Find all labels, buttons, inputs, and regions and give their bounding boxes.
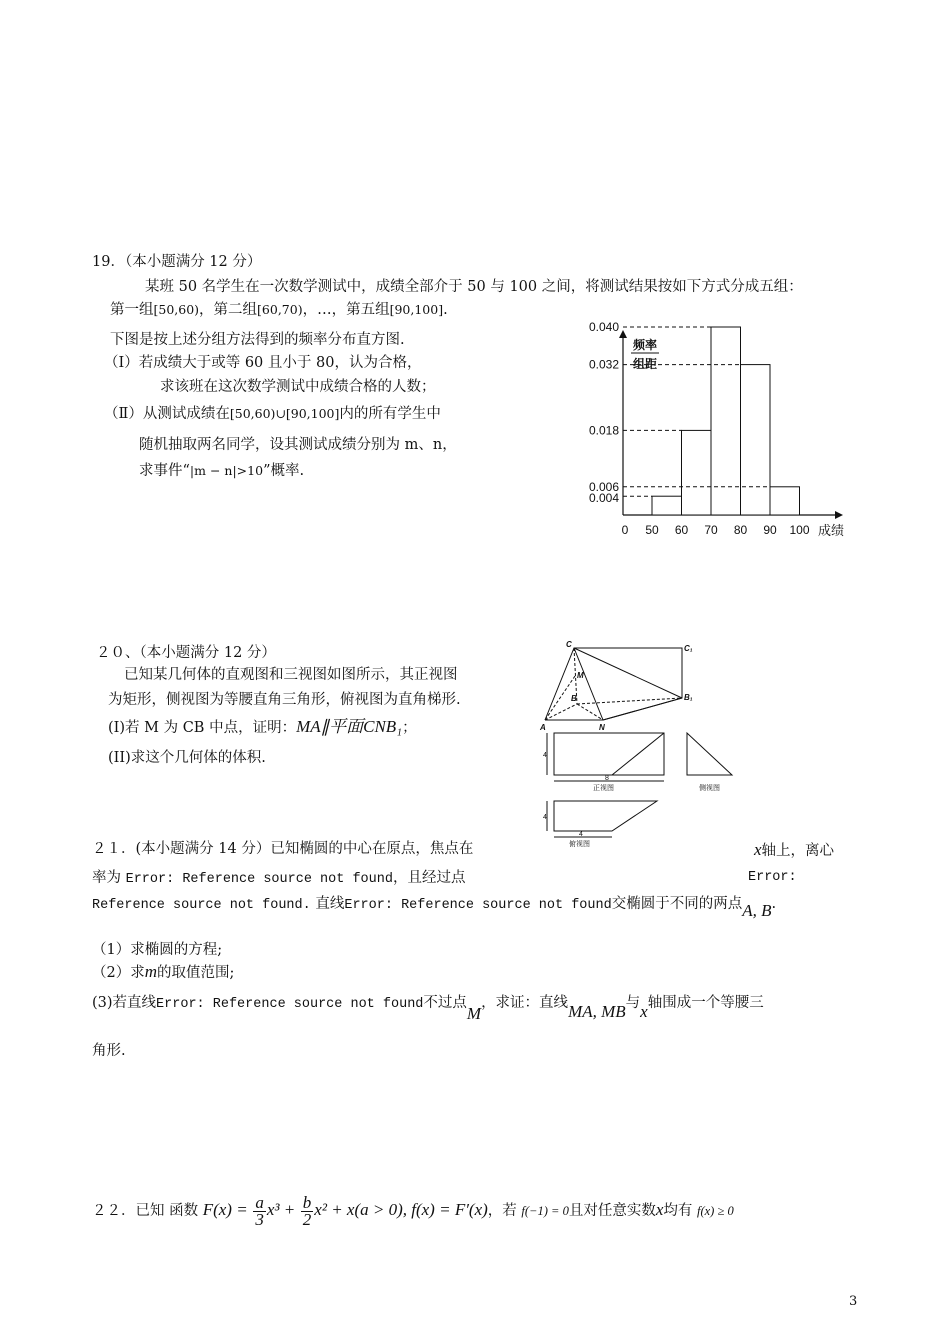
solid-outline xyxy=(545,648,682,720)
q19-part2-c: 求事件“|m − n|>10”概率. xyxy=(139,463,305,479)
top-view-trapezoid xyxy=(554,801,657,831)
q21-line1-b: x轴上，离心 xyxy=(754,840,835,859)
front-view-diagonal xyxy=(612,733,664,775)
q20-line2: 为矩形，侧视图为等腰直角三角形，俯视图为直角梯形. xyxy=(108,692,461,708)
edge-cn xyxy=(574,648,603,720)
label-n: N xyxy=(599,723,605,732)
q20-part2: (II)求这个几何体的体积. xyxy=(108,750,266,766)
q19-line3: 下图是按上述分组方法得到的频率分布直方图. xyxy=(110,332,405,348)
edge-nb1 xyxy=(603,698,682,720)
q21-line1-a: ２１．(本小题满分 14 分）已知椭圆的中心在原点，焦点在 xyxy=(92,841,474,857)
edge-cb1 xyxy=(574,648,682,698)
q19-part1-b: 求该班在这次数学测试中成绩合格的人数； xyxy=(160,379,436,395)
label-b: B xyxy=(571,694,577,703)
top-dim-label-4: 4 xyxy=(543,814,547,821)
edge-bn xyxy=(577,704,603,720)
edge-bb1 xyxy=(577,698,682,704)
x-tick-label: 70 xyxy=(704,523,718,537)
side-view-label: 侧视图 xyxy=(699,785,720,792)
x-axis-label: 成绩 xyxy=(817,523,845,538)
q19-part1-a: （Ⅰ）若成绩大于或等 60 且小于 80，认为合格， xyxy=(104,355,422,371)
label-m: M xyxy=(577,671,584,680)
side-view-triangle xyxy=(687,733,732,775)
q20-part1: (I)若 M 为 CB 中点，证明：MA∥平面CNB₁； xyxy=(108,717,417,736)
page-number: 3 xyxy=(849,1294,858,1309)
front-dim-label-8: 8 xyxy=(605,775,609,782)
q22-line: ２２．已知 函数 F(x) = $\frac{a}{3}$ x³ + $\frac{b}{2}$ x² + x(a > 0), f(x) = F′(x)，若 f(−1) = 0且对任意实数x均有 f(x) ≥ 0 xyxy=(92,1192,734,1229)
q21-sub3: (3)若直线Error: Reference source not found不过点M，求证：直线MA, MB与x轴围成一个等腰三 xyxy=(92,995,764,1023)
q21-line2: 率为 Error: Reference source not found，且经过点 xyxy=(92,870,466,887)
front-view-label: 正视图 xyxy=(593,785,614,792)
q19-title: 19．（本小题满分 12 分） xyxy=(92,254,262,270)
q19-line1: 某班 50 名学生在一次数学测试中，成绩全部介于 50 与 100 之间，将测试结果按如下方式分成五组： xyxy=(145,279,803,295)
fraction-a-over-3: $\frac{a}{3}$ xyxy=(255,1192,264,1229)
y-tick-label: 0.006 xyxy=(588,479,619,494)
front-view-rect xyxy=(554,733,664,775)
q20-title: ２０、（本小题满分 12 分） xyxy=(96,645,276,661)
q19-line2: 第一组[50,60)，第二组[60,70)，…，第五组[90,100]. xyxy=(110,302,448,318)
x-tick-label: 60 xyxy=(674,523,689,537)
x-tick-label: 80 xyxy=(733,523,748,537)
frequency-histogram xyxy=(575,320,865,545)
geometry-three-views-figure xyxy=(537,638,747,866)
y-tick-label: 0.040 xyxy=(588,320,619,334)
x-tick-label: 0 xyxy=(621,523,629,537)
q19-part2-b: 随机抽取两名同学，设其测试成绩分别为 m、n， xyxy=(139,437,457,453)
y-label-bottom: 组距 xyxy=(632,357,658,371)
y-axis-arrow xyxy=(619,330,627,338)
histogram-bar xyxy=(682,430,712,515)
label-c: C xyxy=(566,640,572,649)
histogram-bar xyxy=(770,487,800,515)
q21-sub3-tail: 角形. xyxy=(92,1043,126,1059)
y-tick-label: 0.018 xyxy=(588,423,619,438)
edge-ab xyxy=(545,704,577,720)
histogram-bar xyxy=(741,365,771,515)
histogram-bar xyxy=(652,496,682,515)
x-tick-label: 100 xyxy=(789,523,810,537)
fraction-b-over-2: $\frac{b}{2}$ xyxy=(302,1192,312,1229)
top-dim-label-4b: 4 xyxy=(579,831,583,838)
label-b1: B₁ xyxy=(684,693,693,702)
y-label-top: 频率 xyxy=(632,338,658,352)
y-tick-label: 0.032 xyxy=(588,357,619,372)
q21-error-head: Error: xyxy=(748,870,797,885)
top-view-label: 俯视图 xyxy=(569,841,590,848)
x-axis-arrow xyxy=(835,511,843,519)
q21-sub2: （2）求m的取值范围; xyxy=(92,962,235,981)
x-tick-label: 90 xyxy=(763,523,777,537)
q21-line3: Reference source not found. 直线Error: Reference source not found交椭圆于不同的两点A, B. xyxy=(92,896,777,920)
y-tick-label: 0.004 xyxy=(588,491,619,506)
front-dim-label-4: 4 xyxy=(543,752,547,759)
x-tick-label: 50 xyxy=(645,523,659,537)
q20-line1: 已知某几何体的直观图和三视图如图所示，其正视图 xyxy=(124,667,458,683)
label-c1: C₁ xyxy=(684,644,693,653)
q21-sub1: （1）求椭圆的方程; xyxy=(92,942,223,958)
q19-part2-a: （Ⅱ）从测试成绩在[50,60)∪[90,100]内的所有学生中 xyxy=(104,406,441,422)
label-a: A xyxy=(540,723,546,732)
